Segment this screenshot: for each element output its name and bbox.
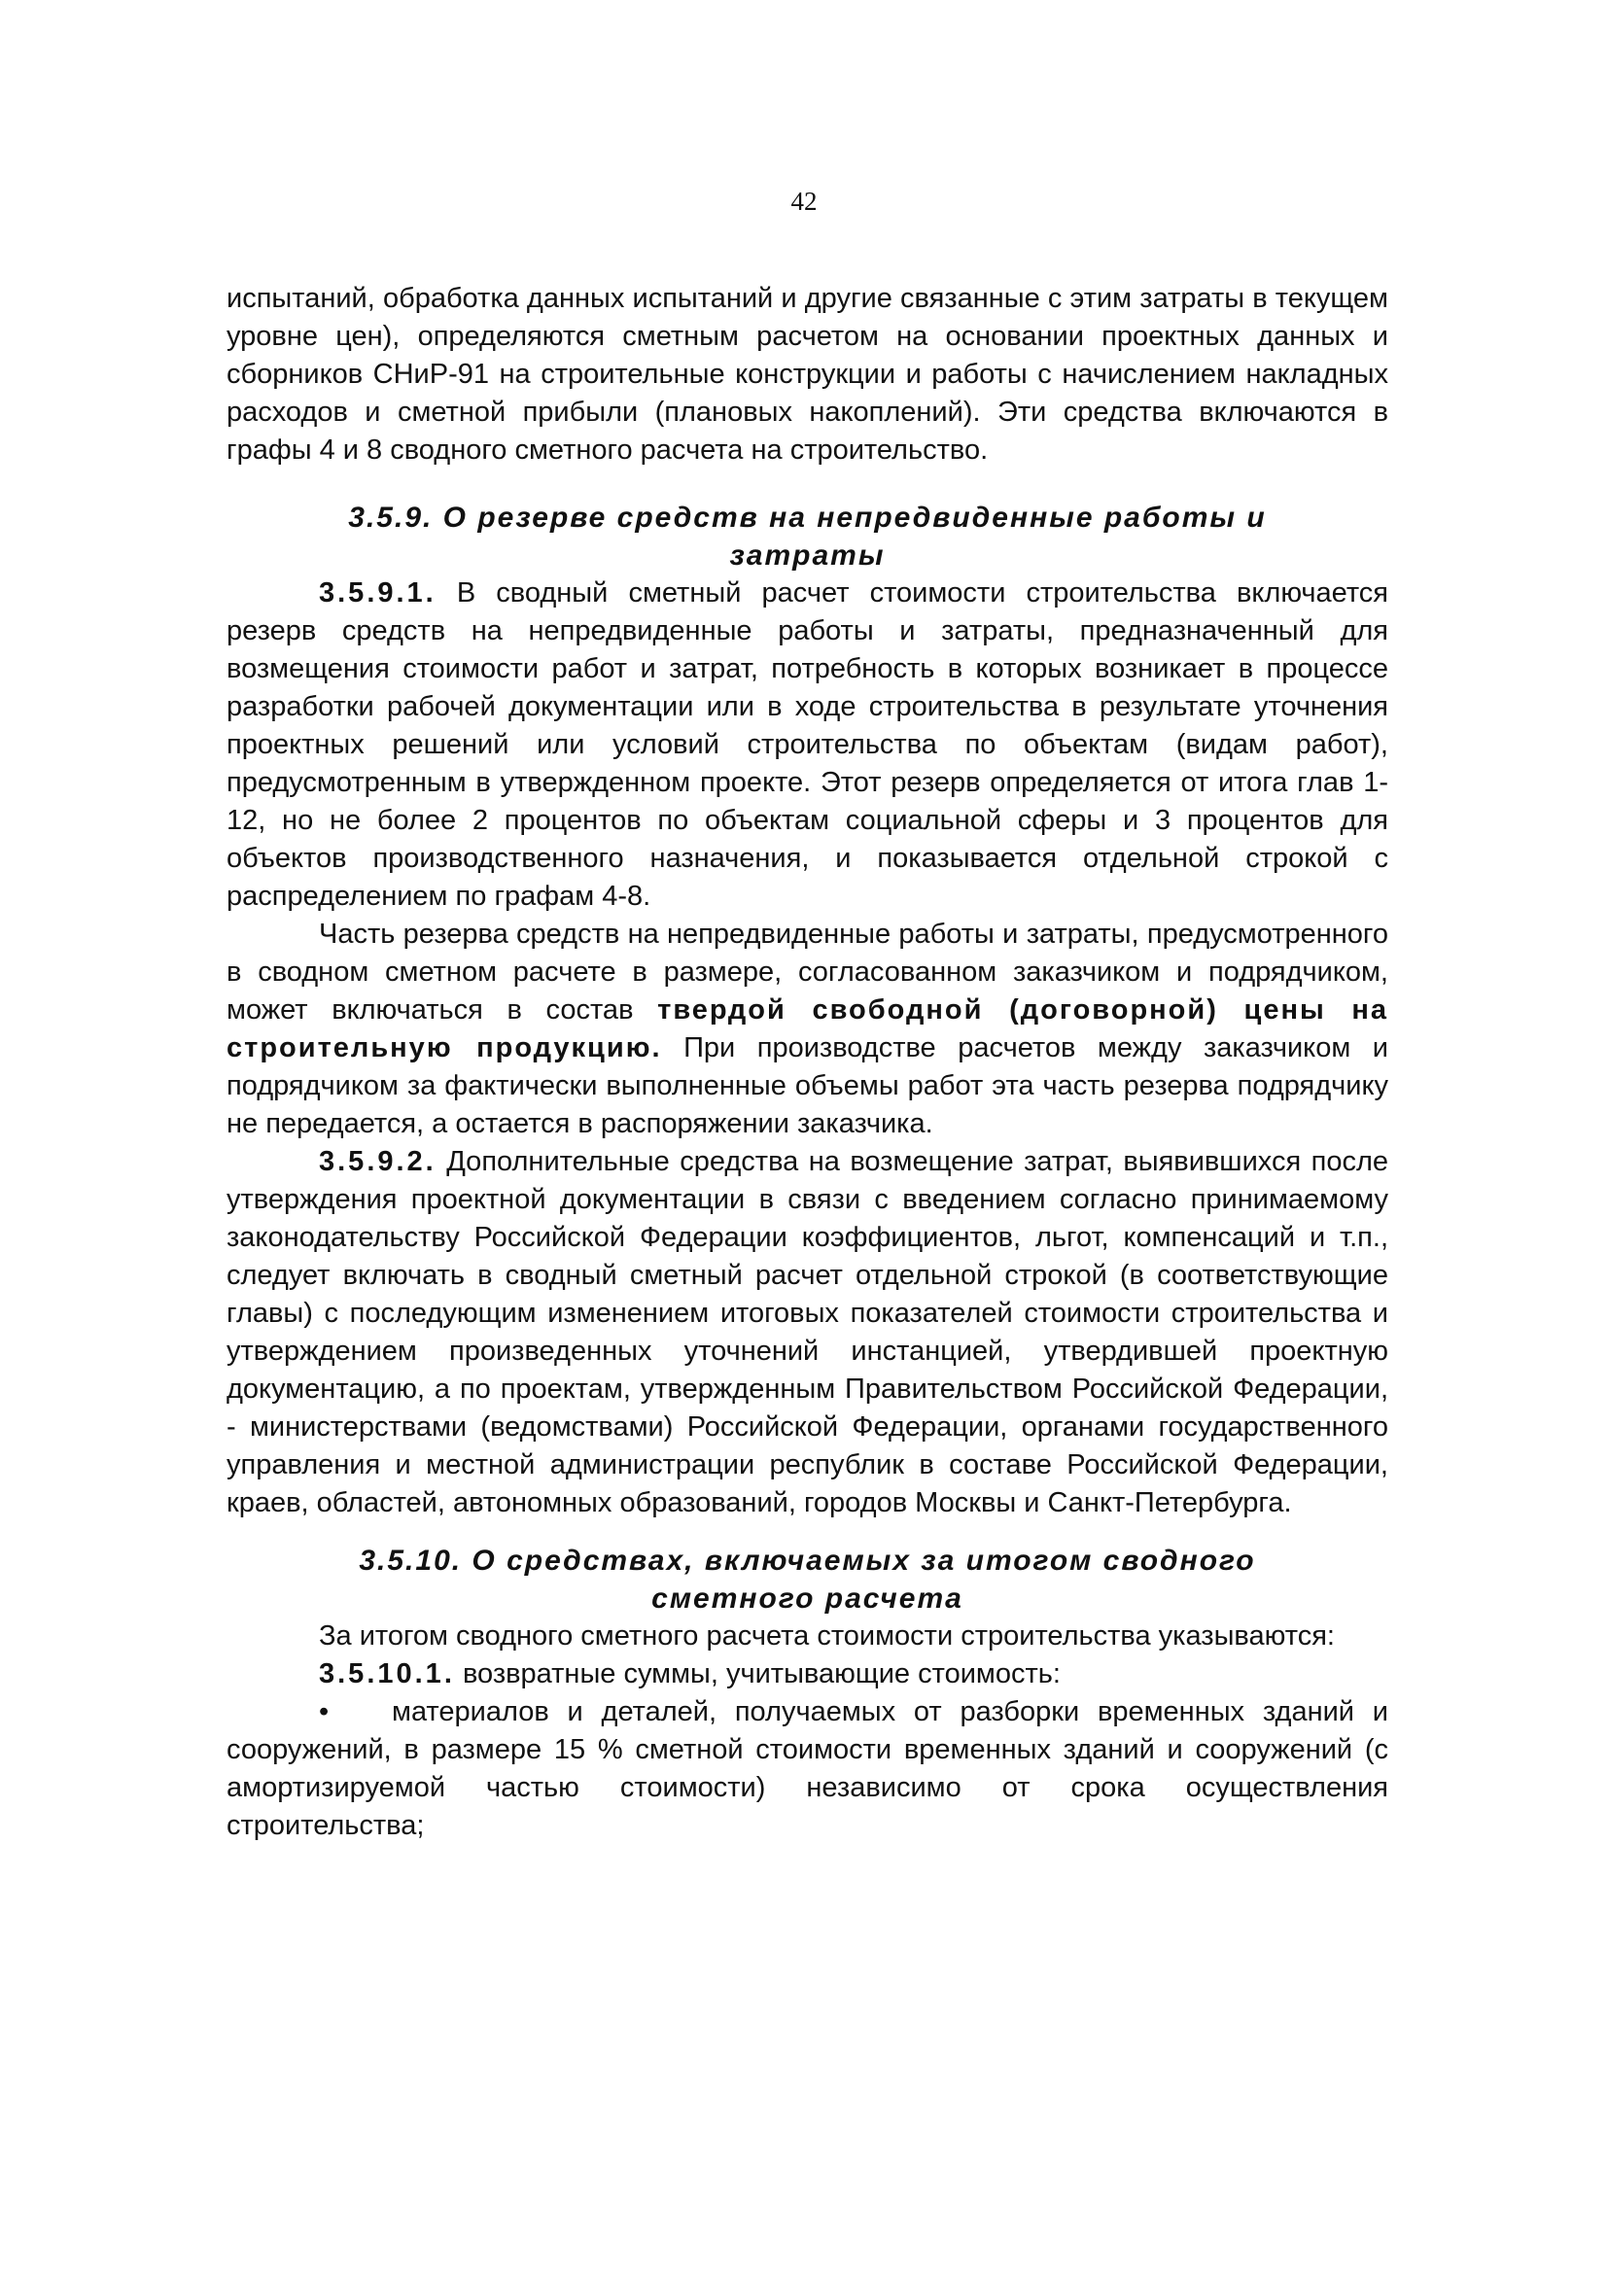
- section-heading-3-5-10: 3.5.10. О средствах, включаемых за итогом сводного сметного расчета: [359, 1545, 1256, 1615]
- clause-number: 3.5.10.1.: [319, 1658, 455, 1689]
- clause-3-5-9-1: [227, 574, 1388, 916]
- clause-3-5-10-1: [227, 1655, 1388, 1693]
- clause-number: 3.5.9.2.: [319, 1146, 437, 1177]
- bullet-text: материалов и деталей, получаемых от разборки временных зданий и сооружений, в размере 15 % сметной стоимости временных зданий и сооружений (с амортизируемой частью стоимости) независимо от срока осуществления строительства;: [227, 1696, 1388, 1841]
- paragraph-text: Часть резерва средств на непредвиденные работы и затраты, предусмотренного в сводном сметном расчете в размере, согласованном заказчиком и подрядчиком, может включаться в состав: [227, 919, 1388, 1026]
- bullet-item: [227, 1693, 1388, 1845]
- bullet-marker: •: [319, 1696, 330, 1727]
- paragraph-intro: За итогом сводного сметного расчета стоимости строительства указываются:: [319, 1620, 1335, 1652]
- section-heading-3-5-9: 3.5.9. О резерве средств на непредвиденные работы и затраты: [348, 502, 1267, 572]
- clause-text: В сводный сметный расчет стоимости строительства включается резерв средств на непредвиденные работы и затраты, предназначенный для возмещения стоимости работ и затрат, потребность в которых возникает в процессе разработки рабочей документации или в ходе строительства в результате уточнения проектных решений или условий строительства по объектам (видам работ), предусмотренным в утвержденном проекте. Этот резерв определяется от итога глав 1-12, но не более 2 процентов по объектам социальной сферы и 3 процентов для объектов производственного назначения, и показывается отдельной строкой с распределением по графам 4-8.: [227, 577, 1388, 912]
- page-number: 42: [790, 187, 818, 216]
- clause-number: 3.5.9.1.: [319, 577, 437, 609]
- paragraph-text: При производстве расчетов между заказчиком и подрядчиком за фактически выполненные объемы работ эта часть резерва подрядчику не передается, а остается в распоряжении заказчика.: [227, 1032, 1388, 1139]
- paragraph-continuation: испытаний, обработка данных испытаний и другие связанные с этим затраты в текущем уровне цен), определяются сметным расчетом на основании проектных данных и сборников СНиР-91 на строительные конструкции и работы с начислением накладных расходов и сметной прибыли (плановых накоплений). Эти средства включаются в графы 4 и 8 сводного сметного расчета на строительство.: [227, 283, 1388, 466]
- clause-text: возвратные суммы, учитывающие стоимость:: [462, 1658, 1061, 1689]
- clause-3-5-9-2: [227, 1143, 1388, 1522]
- paragraph-reserve-part: [227, 916, 1388, 1143]
- clause-text: Дополнительные средства на возмещение затрат, выявившихся после утверждения проектной документации в связи с введением согласно принимаемому законодательству Российской Федерации коэффициентов, льгот, компенсаций и т.п., следует включать в сводный сметный расчет отдельной строкой (в соответствующие главы) с последующим изменением итоговых показателей стоимости строительства и утверждением произведенных уточнений инстанцией, утвердившей проектную документацию, а по проектам, утвержденным Правительством Российской Федерации, - министерствами (ведомствами) Российской Федерации, органами государственного управления и местной администрации республик в составе Российской Федерации, краев, областей, автономных образований, городов Москвы и Санкт-Петербурга.: [227, 1146, 1388, 1518]
- emphasized-text: твердой свободной (договорной) цены на строительную продукцию.: [227, 994, 1389, 1063]
- document-body: [227, 280, 1388, 1845]
